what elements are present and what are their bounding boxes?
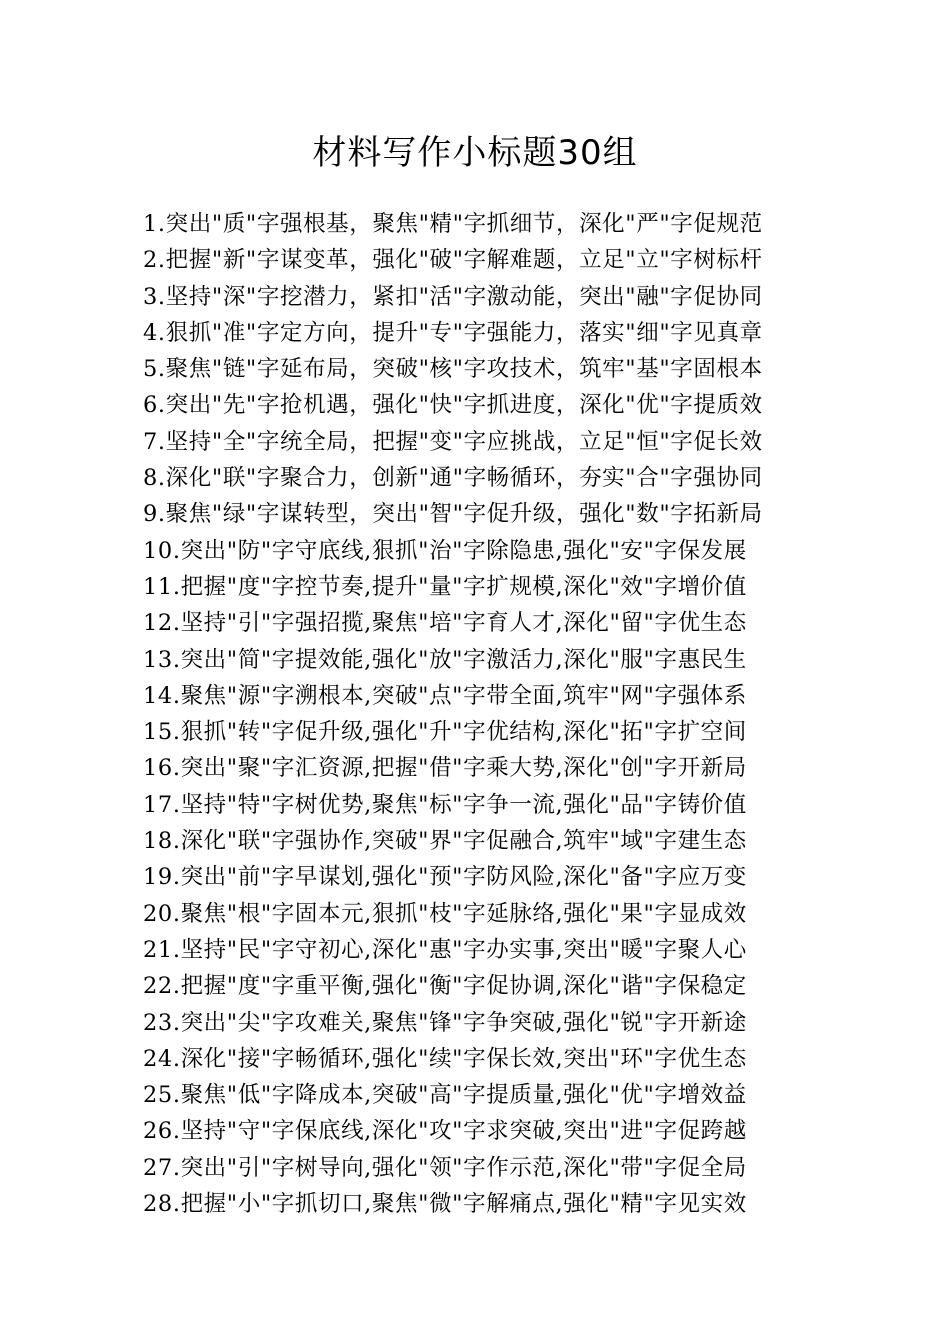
list-item: 26.坚持"守"字保底线,深化"攻"字求突破,突出"进"字促跨越: [143, 1118, 747, 1145]
list-item: 14.聚焦"源"字溯根本,突破"点"字带全面,筑牢"网"字强体系: [143, 682, 747, 709]
list-item: 13.突出"简"字提效能,强化"放"字激活力,深化"服"字惠民生: [143, 646, 747, 673]
list-item: 11.把握"度"字控节奏,提升"量"字扩规模,深化"效"字增价值: [143, 573, 747, 600]
list-item: 15.狠抓"转"字促升级,强化"升"字优结构,深化"拓"字扩空间: [143, 719, 747, 746]
list-item: 22.把握"度"字重平衡,强化"衡"字促协调,深化"谐"字保稳定: [143, 973, 747, 1000]
list-item: 10.突出"防"字守底线,狠抓"治"字除隐患,强化"安"字保发展: [143, 537, 747, 564]
list-item: 25.聚焦"低"字降成本,突破"高"字提质量,强化"优"字增效益: [143, 1082, 747, 1109]
list-item: 7.坚持"全"字统全局，把握"变"字应挑战，立足"恒"字促长效: [143, 428, 763, 455]
list-item: 6.突出"先"字抢机遇，强化"快"字抓进度，深化"优"字提质效: [143, 392, 763, 419]
list-item: 19.突出"前"字早谋划,强化"预"字防风险,深化"备"字应万变: [143, 864, 747, 891]
list-item: 20.聚焦"根"字固本元,狠抓"枝"字延脉络,强化"果"字显成效: [143, 900, 747, 927]
list-item: 4.狠抓"准"字定方向，提升"专"字强能力，落实"细"字见真章: [143, 319, 763, 346]
list-item: 1.突出"质"字强根基，聚焦"精"字抓细节，深化"严"字促规范: [143, 211, 763, 237]
list-item: 27.突出"引"字树导向,强化"领"字作示范,深化"带"字促全局: [143, 1154, 747, 1181]
list-item: 12.坚持"引"字强招揽,聚焦"培"字育人才,深化"留"字优生态: [143, 610, 747, 637]
list-item: 2.把握"新"字谋变革，强化"破"字解难题，立足"立"字树标杆: [143, 247, 763, 274]
list-item: 3.坚持"深"字挖潜力，紧扣"活"字激动能，突出"融"字促协同: [143, 283, 763, 310]
list-item: 18.深化"联"字强协作,突破"界"字促融合,筑牢"域"字建生态: [143, 828, 747, 855]
list-item: 5.聚焦"链"字延布局，突破"核"字攻技术，筑牢"基"字固根本: [143, 356, 763, 383]
list-item: 21.坚持"民"字守初心,深化"惠"字办实事,突出"暖"字聚人心: [143, 936, 747, 963]
list-item: 8.深化"联"字聚合力，创新"通"字畅循环，夯实"合"字强协同: [143, 465, 763, 492]
heading-list: [143, 206, 843, 1222]
list-item: 9.聚焦"绿"字谋转型，突出"智"字促升级，强化"数"字拓新局: [143, 501, 763, 528]
list-item: 24.深化"接"字畅循环,强化"续"字保长效,突出"环"字优生态: [143, 1045, 747, 1072]
document-title: 材料写作小标题30组: [312, 133, 638, 173]
list-item: 17.坚持"特"字树优势,聚焦"标"字争一流,强化"品"字铸价值: [143, 791, 747, 818]
list-item: 16.突出"聚"字汇资源,把握"借"字乘大势,深化"创"字开新局: [143, 755, 747, 782]
list-item: 28.把握"小"字抓切口,聚焦"微"字解痛点,强化"精"字见实效: [143, 1191, 747, 1218]
list-item: 23.突出"尖"字攻难关,聚焦"锋"字争突破,强化"锐"字开新途: [143, 1009, 747, 1036]
